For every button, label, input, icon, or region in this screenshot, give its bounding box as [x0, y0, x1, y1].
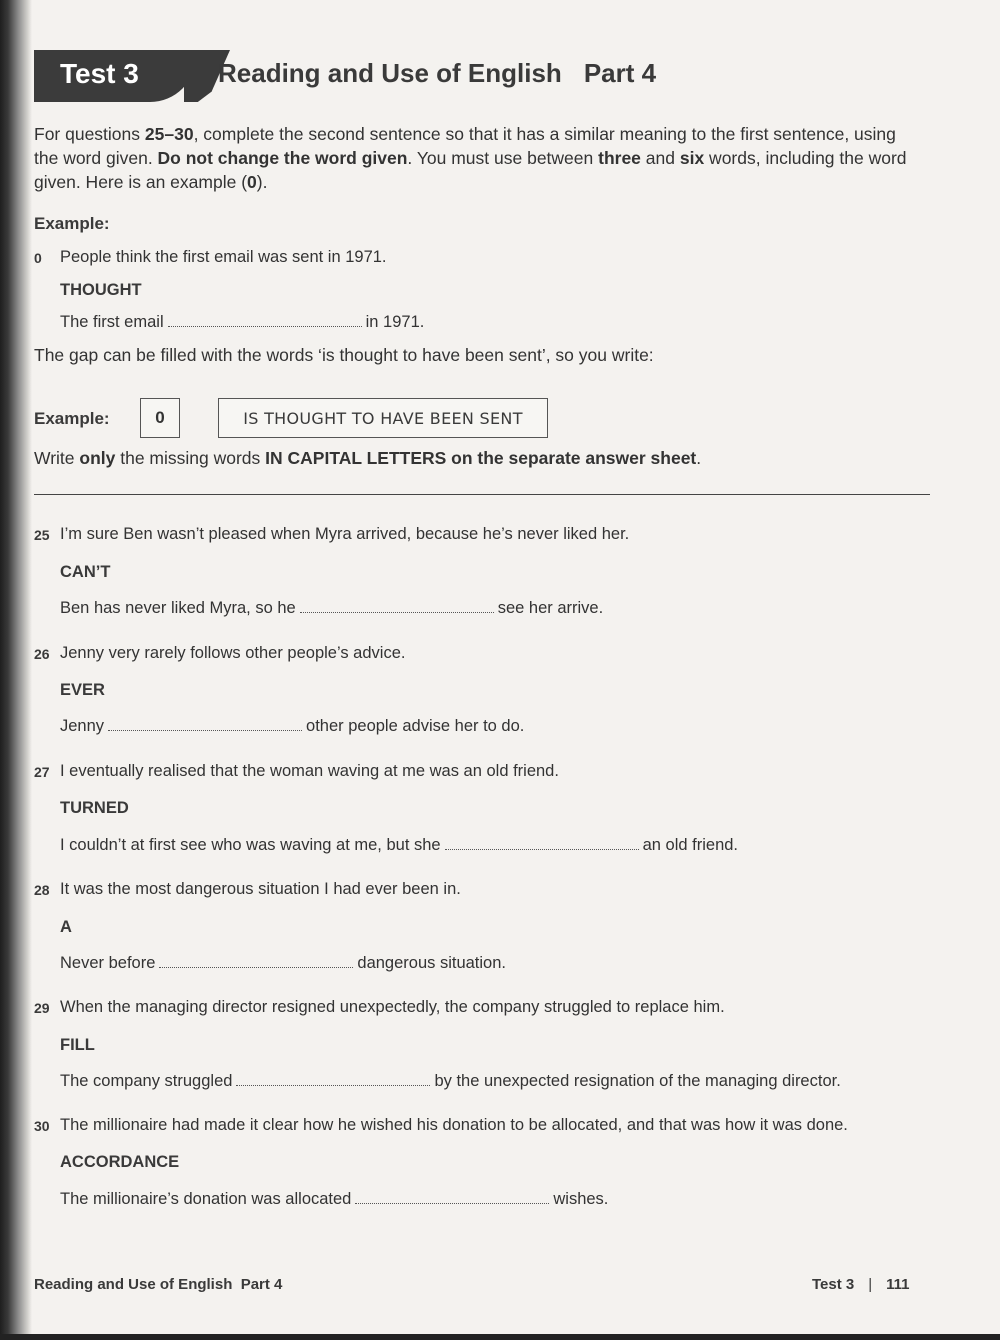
example-explanation: The gap can be filled with the words ‘is thought to have been sent’, so you write:: [34, 345, 654, 365]
answer-gap[interactable]: [445, 845, 639, 850]
instr-bold: Do not change the word given: [157, 148, 408, 168]
instr-bold: three: [598, 148, 641, 168]
note-bold: IN CAPITAL LETTERS on the separate answer sheet: [265, 448, 697, 468]
write-note: [34, 448, 701, 469]
gap-after: wishes.: [553, 1190, 609, 1208]
example-sentence: People think the first email was sent in 1971.: [60, 248, 387, 266]
question-sentence: It was the most dangerous situation I had ever been in.: [60, 880, 461, 898]
gap-after: an old friend.: [642, 836, 739, 854]
gap-dots: [168, 322, 362, 327]
gap-before: The millionaire’s donation was allocated: [60, 1190, 352, 1208]
footer-test: Test 3: [812, 1276, 855, 1293]
question-keyword: TURNED: [60, 799, 129, 817]
page-header: [34, 50, 934, 102]
divider-rule: [34, 494, 930, 495]
gap-before: I couldn’t at first see who was waving at me, but she: [60, 836, 441, 854]
instr-text: words, including the word given. Here is an example (: [34, 148, 907, 192]
gap-before: The company struggled: [60, 1072, 233, 1090]
question-number: 25: [34, 527, 50, 543]
question-sentence: The millionaire had made it clear how he wished his donation to be allocated, and that was how it was done.: [60, 1116, 848, 1134]
footer-section-label: Reading and Use of English Part 4: [34, 1276, 283, 1293]
footer-page-info: [812, 1276, 910, 1293]
gap-after: by the unexpected resignation of the managing director.: [434, 1072, 841, 1090]
book-binding-shadow: [0, 0, 32, 1340]
section-title: [218, 58, 656, 89]
note-bold: only: [79, 448, 116, 468]
answer-example-label: Example:: [34, 409, 110, 428]
instr-text: . You must use between: [407, 148, 599, 168]
answer-text-box: IS THOUGHT TO HAVE BEEN SENT: [218, 398, 548, 438]
page-bottom-edge: [0, 1334, 1000, 1340]
example-heading: Example:: [34, 214, 110, 233]
question-keyword: CAN’T: [60, 563, 111, 581]
question-number: 28: [34, 882, 50, 898]
answer-gap[interactable]: [159, 963, 353, 968]
instr-text: and: [640, 148, 680, 168]
question-gap-line: [60, 1190, 608, 1209]
question-keyword: FILL: [60, 1036, 95, 1054]
note-text: Write: [34, 448, 80, 468]
question-number: 26: [34, 646, 50, 662]
gap-before: Ben has never liked Myra, so he: [60, 599, 296, 617]
question-keyword: EVER: [60, 681, 105, 699]
section-title-text: Reading and Use of English: [218, 58, 562, 88]
question-gap-line: [60, 717, 524, 736]
question-gap-line: [60, 836, 738, 855]
question-sentence: Jenny very rarely follows other people’s advice.: [60, 644, 406, 662]
page-number: 111: [886, 1276, 910, 1293]
note-text: the missing words: [115, 448, 266, 468]
gap-after: see her arrive.: [497, 599, 604, 617]
example-gap-line: [60, 313, 424, 332]
question-number: 27: [34, 764, 50, 780]
instr-text: For questions: [34, 124, 145, 144]
section-part: Part 4: [583, 58, 657, 88]
instr-bold: 25–30: [144, 124, 194, 144]
gap-before: Never before: [60, 954, 156, 972]
question-keyword: A: [60, 918, 72, 936]
question-number: 29: [34, 1000, 50, 1016]
instr-bold: six: [679, 148, 705, 168]
answer-gap[interactable]: [108, 726, 302, 731]
instructions: [34, 122, 924, 194]
footer-separator: |: [868, 1276, 873, 1293]
note-text: .: [696, 448, 702, 468]
answer-gap[interactable]: [300, 608, 494, 613]
question-sentence: I eventually realised that the woman waving at me was an old friend.: [60, 762, 559, 780]
question-sentence: I’m sure Ben wasn’t pleased when Myra arrived, because he’s never liked her.: [60, 525, 630, 543]
question-sentence: When the managing director resigned unexpectedly, the company struggled to replace him.: [60, 998, 725, 1016]
answer-gap[interactable]: [236, 1081, 430, 1086]
gap-before: The first email: [60, 313, 164, 331]
question-gap-line: [60, 599, 603, 618]
instr-bold: 0: [247, 172, 257, 192]
question-gap-line: [60, 954, 506, 973]
question-number: 30: [34, 1118, 50, 1134]
example-number: 0: [34, 250, 42, 266]
gap-before: Jenny: [60, 717, 105, 735]
question-gap-line: [60, 1072, 841, 1091]
gap-after: other people advise her to do.: [306, 717, 525, 735]
example-keyword: THOUGHT: [60, 281, 142, 299]
instr-text: ).: [256, 172, 268, 192]
answer-number-box: 0: [140, 398, 180, 438]
instr-text: , complete the second sentence so that it has a similar meaning to the first sentence, using the word given.: [34, 124, 896, 168]
answer-gap[interactable]: [355, 1199, 549, 1204]
test-label: Test 3: [60, 58, 139, 89]
gap-after: in 1971.: [365, 313, 425, 331]
gap-after: dangerous situation.: [357, 954, 506, 972]
question-keyword: ACCORDANCE: [60, 1153, 180, 1171]
